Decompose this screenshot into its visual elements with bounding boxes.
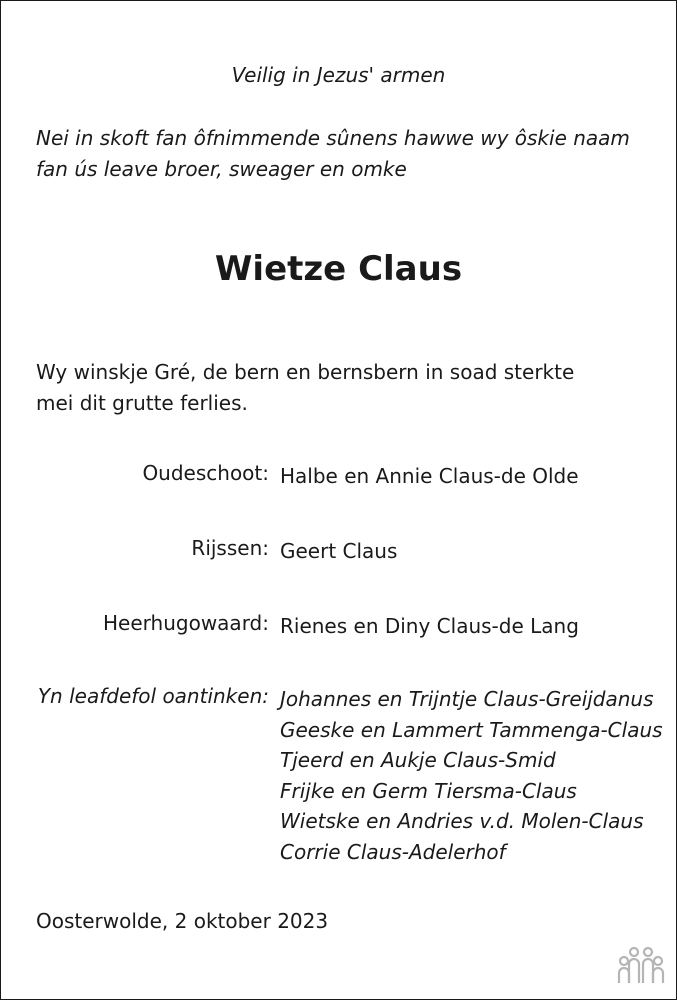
place-date: Oosterwolde, 2 oktober 2023 bbox=[36, 909, 329, 933]
intro-text bbox=[36, 123, 630, 185]
message-line: Wy winskje Gré, de bern en bernsbern in soad sterkte bbox=[36, 360, 575, 384]
family-place-oudeschoot: Oudeschoot: bbox=[142, 461, 269, 485]
motto: Veilig in Jezus' armen bbox=[231, 63, 446, 87]
family-name: Frijke en Germ Tiersma-Claus bbox=[280, 778, 577, 803]
family-place-rijssen: Rijssen: bbox=[191, 536, 269, 560]
family-name: Rienes en Diny Claus-de Lang bbox=[280, 614, 579, 638]
family-names-heerhugowaard bbox=[280, 611, 579, 642]
intro-line: Nei in skoft fan ôfnimmende sûnens hawwe wy ôskie naam bbox=[36, 126, 630, 150]
family-name: Wietske en Andries v.d. Molen-Claus bbox=[280, 809, 644, 834]
family-names-rijssen bbox=[280, 536, 397, 567]
family-place-heerhugowaard: Heerhugowaard: bbox=[103, 611, 269, 635]
family-name: Corrie Claus-Adelerhof bbox=[280, 839, 506, 864]
family-name: Geert Claus bbox=[280, 539, 398, 563]
family-names-oudeschoot bbox=[280, 461, 579, 492]
condolence-message bbox=[36, 357, 574, 419]
family-name: Tjeerd en Aukje Claus-Smid bbox=[280, 748, 556, 773]
family-name: Geeske en Lammert Tammenga-Claus bbox=[280, 717, 663, 742]
message-line: mei dit grutte ferlies. bbox=[36, 391, 248, 415]
family-name: Halbe en Annie Claus-de Olde bbox=[280, 464, 579, 488]
family-place-remembrance: Yn leafdefol oantinken: bbox=[37, 684, 269, 708]
intro-line: fan ús leave broer, sweager en omke bbox=[36, 157, 407, 181]
family-names-remembrance bbox=[280, 684, 663, 868]
family-name: Johannes en Trijntje Claus-Greijdanus bbox=[280, 687, 654, 711]
people-group-icon bbox=[617, 945, 665, 985]
deceased-name: Wietze Claus bbox=[214, 249, 463, 289]
